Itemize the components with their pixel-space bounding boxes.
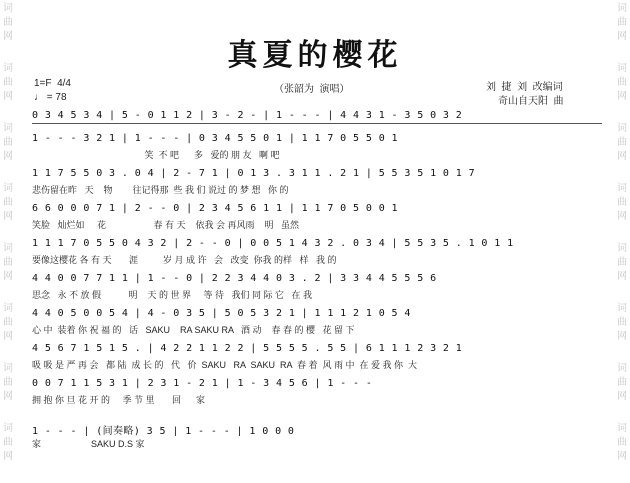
staff-divider xyxy=(32,123,602,124)
watermark-glyph: 词 xyxy=(617,63,627,74)
watermark-glyph: 词 xyxy=(617,363,627,374)
lyric-line: 思念 永 不 放 假 明 天 的 世 界 等 待 我们 同 际 它 在 我 xyxy=(32,290,313,300)
watermark-glyph: 曲 xyxy=(617,437,627,448)
notation-line: 1 - - - | (间奏略) 3 5 | 1 - - - | 1 0 0 0 xyxy=(32,426,295,436)
watermark-glyph: 词 xyxy=(3,183,13,194)
lyric-line: 要像这樱花 各 有 天 涯 岁 月 成 许 会 改变 你我 的样 样 我 的 xyxy=(32,255,337,265)
watermark-glyph: 网 xyxy=(3,271,13,282)
song-title: 真夏的樱花 xyxy=(227,38,403,73)
composer-credit: 奇山自天阳 曲 xyxy=(498,96,564,107)
lyric-line: 笑 不 吧 多 爱的 朋 友 啊 吧 xyxy=(32,150,280,160)
key-signature: 1=F 4/4 xyxy=(34,78,71,89)
watermark-glyph: 网 xyxy=(617,331,627,342)
notation-line: 1 - - - 3 2 1 | 1 - - - | 0 3 4 5 5 0 1 | 1 1 7 0 5 5 0 1 xyxy=(32,133,398,144)
tempo-marking: ♩ = 78 xyxy=(34,92,67,103)
notation-line: 0 3 4 5 3 4 | 5 - 0 1 1 2 | 3 - 2 - | 1 - - - | 4 4 3 1 - 3 5 0 3 2 xyxy=(32,110,463,121)
watermark-glyph: 曲 xyxy=(3,197,13,208)
score-page xyxy=(16,0,614,483)
watermark-glyph: 曲 xyxy=(3,377,13,388)
watermark-glyph: 网 xyxy=(617,151,627,162)
watermark-glyph: 词 xyxy=(3,303,13,314)
watermark-glyph: 曲 xyxy=(3,77,13,88)
watermark-glyph: 词 xyxy=(617,303,627,314)
watermark-glyph: 曲 xyxy=(617,377,627,388)
watermark-glyph: 曲 xyxy=(3,257,13,268)
lyric-line: 笑脸 灿烂如 花 春 有 天 依我 会 再风雨 明 虽然 xyxy=(32,220,300,230)
lyric-line: 心 中 装着 你 祝 福 的 话 SAKU RA SAKU RA 酒 动 春 春 的 樱 花 留 下 xyxy=(32,325,355,335)
watermark-glyph: 网 xyxy=(617,451,627,462)
watermark-glyph: 曲 xyxy=(617,77,627,88)
watermark-glyph: 词 xyxy=(617,243,627,254)
notation-line: 4 5 6 7 1 5 1 5 . | 4 2 2 1 1 2 2 | 5 5 5 5 . 5 5 | 6 1 1 1 2 3 2 1 xyxy=(32,343,463,354)
watermark-column-right xyxy=(614,0,630,483)
watermark-glyph: 词 xyxy=(617,123,627,134)
lyric-line: 悲伤留在昨 天 物 往记得那 些 我 们 说过 的 梦 想 你 的 xyxy=(32,185,289,195)
watermark-glyph: 曲 xyxy=(3,437,13,448)
watermark-glyph: 网 xyxy=(3,391,13,402)
notation-line: 4 4 0 0 7 7 1 1 | 1 - - 0 | 2 2 3 4 4 0 3 . 2 | 3 3 4 4 5 5 5 6 xyxy=(32,273,437,284)
watermark-glyph: 词 xyxy=(3,363,13,374)
lyric-line: 家 SAKU D.S 家 xyxy=(32,439,145,449)
lyric-line: 吸 吸 是 严 再 会 都 陆 成 长 的 代 价 SAKU RA SAKU RA 春 着 风 雨 中 在 爱 我 你 大 xyxy=(32,360,418,370)
watermark-glyph: 词 xyxy=(3,243,13,254)
watermark-glyph: 词 xyxy=(617,183,627,194)
lyricist-credit: 刘 捷 刘 改编词 xyxy=(486,82,563,93)
watermark-glyph: 网 xyxy=(3,91,13,102)
watermark-column-left xyxy=(0,0,16,483)
watermark-glyph: 网 xyxy=(617,391,627,402)
watermark-glyph: 网 xyxy=(617,211,627,222)
watermark-glyph: 网 xyxy=(617,271,627,282)
watermark-glyph: 曲 xyxy=(617,17,627,28)
watermark-glyph: 曲 xyxy=(617,317,627,328)
watermark-glyph: 网 xyxy=(3,451,13,462)
watermark-glyph: 曲 xyxy=(3,317,13,328)
lyric-line: 拥 抱 你 旦 花 开 的 季 节 里 回 家 xyxy=(32,395,206,405)
singer-credit: （张韶为 演唱） xyxy=(274,84,350,95)
watermark-glyph: 网 xyxy=(3,31,13,42)
watermark-glyph: 曲 xyxy=(617,257,627,268)
notation-line: 6 6 0 0 0 7 1 | 2 - - 0 | 2 3 4 5 6 1 1 | 1 1 7 0 5 0 0 1 xyxy=(32,203,398,214)
watermark-glyph: 曲 xyxy=(3,137,13,148)
notation-line: 4 4 0 5 0 0 5 4 | 4 - 0 3 5 | 5 0 5 3 2 1 | 1 1 1 2 1 0 5 4 xyxy=(32,308,411,319)
notation-line: 0 0 7 1 1 5 3 1 | 2 3 1 - 2 1 | 1 - 3 4 5 6 | 1 - - - xyxy=(32,378,373,389)
watermark-glyph: 曲 xyxy=(617,137,627,148)
watermark-glyph: 网 xyxy=(617,91,627,102)
watermark-glyph: 网 xyxy=(617,31,627,42)
watermark-glyph: 曲 xyxy=(3,17,13,28)
watermark-glyph: 网 xyxy=(3,331,13,342)
notation-line: 1 1 1 7 0 5 5 0 4 3 2 | 2 - - 0 | 0 0 5 1 4 3 2 . 0 3 4 | 5 5 3 5 . 1 0 1 1 xyxy=(32,238,514,249)
watermark-glyph: 词 xyxy=(3,63,13,74)
watermark-glyph: 网 xyxy=(3,151,13,162)
watermark-glyph: 词 xyxy=(617,423,627,434)
notation-line: 1 1 7 5 5 0 3 . 0 4 | 2 - 7 1 | 0 1 3 . 3 1 1 . 2 1 | 5 5 3 5 1 0 1 7 xyxy=(32,168,476,179)
watermark-glyph: 网 xyxy=(3,211,13,222)
watermark-glyph: 词 xyxy=(3,423,13,434)
watermark-glyph: 曲 xyxy=(617,197,627,208)
watermark-glyph: 词 xyxy=(3,3,13,14)
watermark-glyph: 词 xyxy=(3,123,13,134)
watermark-glyph: 词 xyxy=(617,3,627,14)
